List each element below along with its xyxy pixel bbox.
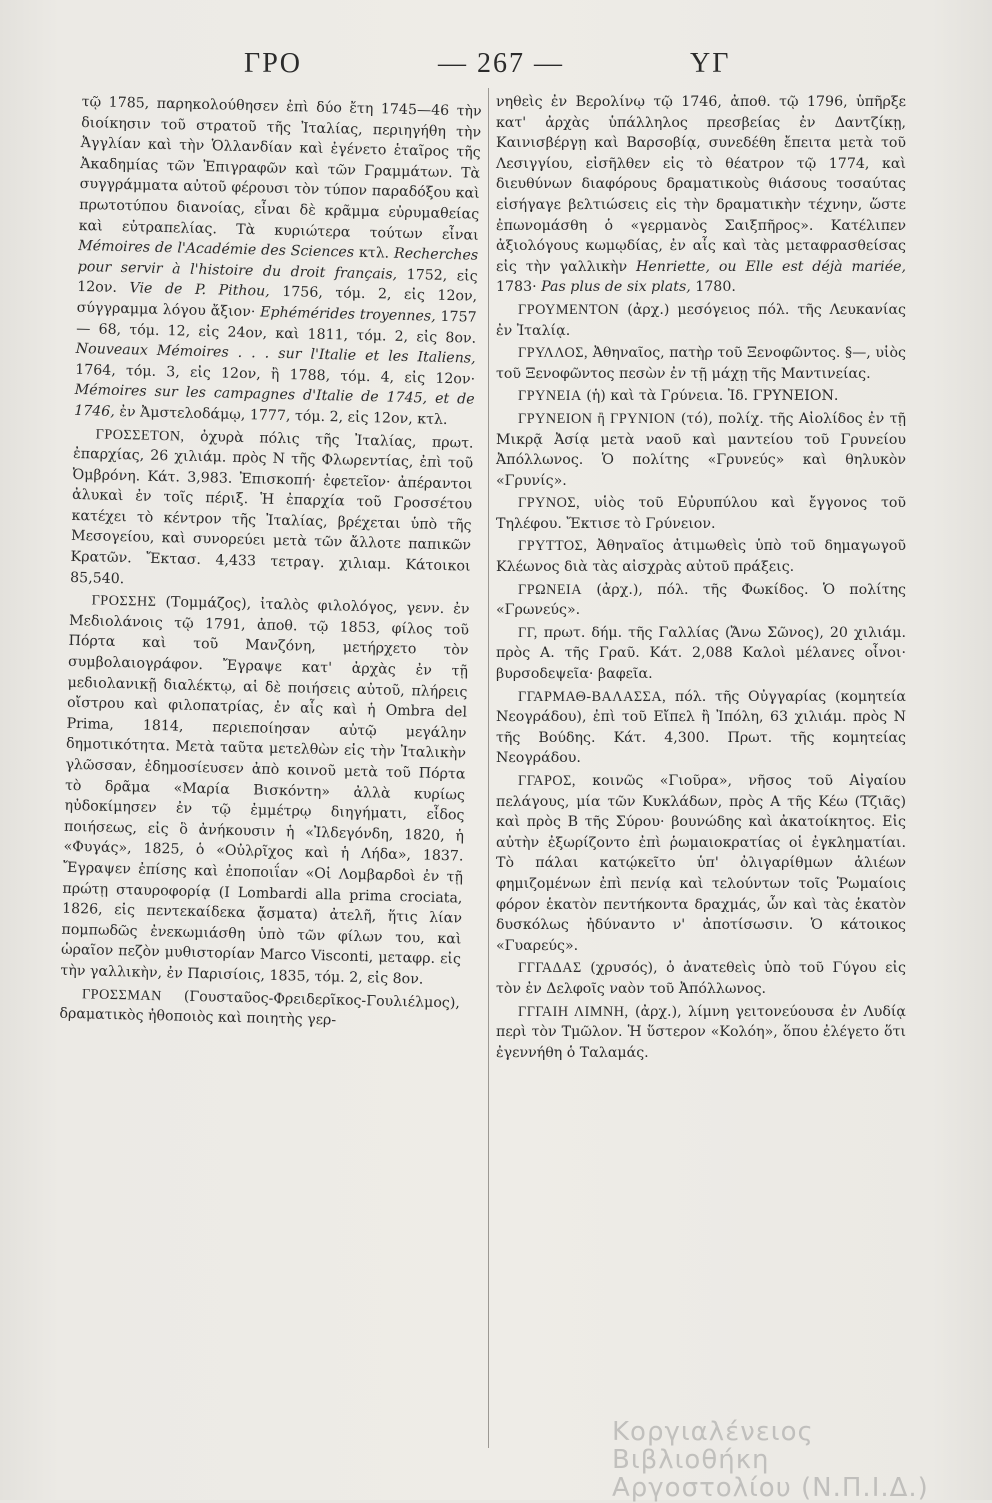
entry-text: Ἀθηναῖος ἀτιμωθεὶς ὑπὸ τοῦ δημαγωγοῦ Κλέωνος διὰ τὰς αἰσχρὰς αὐτοῦ πράξεις. <box>496 538 906 576</box>
entry-headword: ΓΡΟΣΣΗΣ <box>91 592 157 611</box>
entry-headword: ΓΡΥΝΟΣ, <box>518 495 581 512</box>
dictionary-entry <box>496 409 906 491</box>
entry-headword: ΓΓ, <box>518 624 538 641</box>
entry-text: (Τομμάζος), ἰταλὸς φιλολόγος, γενν. ἐν Μεδιολάνοις τῷ 1791, ἀποθ. τῷ 1853, φίλος τοῦ Πόρτα καὶ τοῦ Μανζόνη, μετήρχετο τὸν συμβολαιογράφον. Ἔγραψε κατ' ἀρχὰς ἐν τῇ μεδιολανικῇ διαλέκτῳ, αἱ δὲ ποιήσεις αὐτοῦ, πλήρεις οἴστρου καὶ φιλοπατρίας, ἐν αἷς καὶ ἡ Ombra del Prima, 1814, περιεποίησαν αὐτῷ μεγάλην δημοτικότητα. Μετὰ ταῦτα μετελθὼν εἰς τὴν Ἰταλικὴν γλῶσσαν, ἐδημοσίευσεν ἀπὸ κοινοῦ μετὰ τοῦ Πόρτα τὸ δρᾶμα «Μαρία Βισκόντη» ἀλλὰ κυρίως ηὐδοκίμησεν ἐν τῷ ἐμμέτρῳ διηγήματι, εἶδος ποιήσεως, εἰς ὃ ἀνήκουσιν ἡ «Ἰλδεγόνδη, 1820, ἡ «Φυγάς», 1825, ὁ «Οὐλρῖχος καὶ ἡ Λήδα», 1837. Ἔγραψεν ἐπίσης καὶ ἐποποιΐαν «Οἱ Λομβαρδοὶ ἐν τῇ πρώτῃ σταυροφορίᾳ (I Lombardi alla prima crociata, 1826, εἰς πεντεκαίδεκα ᾄσματα) ἀτελῆ, ἥτις λίαν πομπωδῶς ἐνεκωμιάσθη ὑπὸ τῶν φίλων του, καὶ ὡραῖον πεζὸν μυθιστορίαν Marco Visconti, μεταφρ. εἰς τὴν γαλλικὴν, ἐν Παρισίοις, 1835, τόμ. 2, εἰς 8ον. <box>60 594 470 988</box>
dictionary-entry <box>496 1002 906 1064</box>
entry-text: (ἀρχ.), λίμνη γειτονεύουσα ἐν Λυδίᾳ περὶ τὸν Τμῶλον. Ἡ ὕστερον «Κολόη», ὅπου ἐλέγετο ὅτι ἐγεννήθη ὁ Ταλαμάς. <box>496 1003 906 1061</box>
column-divider <box>488 88 489 1448</box>
entry-headword: ΓΓΓΑΙΗ ΛΙΜΝΗ, <box>518 1003 629 1020</box>
dictionary-entry <box>496 536 906 577</box>
dictionary-entry <box>59 983 460 1034</box>
entry-text: κοινῶς «Γιοῦρα», νῆσος τοῦ Αἰγαίου πελάγους, μία τῶν Κυκλάδων, πρὸς Α τῆς Κέω (Τζιᾶς) καὶ πρὸς Β τῆς Σύρου· βουνώδης καὶ ἀκατοίκητος. Εἰς αὐτὴν ἐξωρίζοντο ἐπὶ ῥωμαιοκρατίας οἱ ἐγκληματίαι. Τὸ πάλαι κατῴκεῖτο ὑπ' ὀλιγαρίθμων ἁλιέων φημιζομένων ἐπὶ πενίᾳ καὶ τελούντων τοῖς Ῥωμαίοις φόρον ἑκατὸν πεντήκοντα δραχμάς, ὧν καὶ τὰς ἑκατὸν δυσκόλως ἠδύναντο ν' ἀποτίσωσιν. Ὁ κάτοικος «Γυαρεύς». <box>496 773 906 954</box>
continued-entry <box>496 92 906 298</box>
entry-headword: ΓΡΥΛΛΟΣ, <box>518 345 589 362</box>
entry-text: νηθεὶς ἐν Βερολίνῳ τῷ 1746, ἀποθ. τῷ 1796, ὑπῆρξε κατ' ἀρχὰς ὑπάλληλος πρεσβείας ἐν Δαντζίκῃ, Καινισβέργῃ καὶ Βαρσοβίᾳ, συνεδέθη ἔπειτα μετὰ τοῦ Λεσιγγίου, εἰσῆλθεν εἰς τὸ θέατρον τῷ 1774, καὶ διευθύνων διαφόρους δραματικοὺς θιάσους τοσαύτας εἰσήγαγε βελτιώσεις εἰς τὴν δραματικὴν τέχνην, ὥστε ἐπωνομάσθη ὁ «γερμανὸς Σαιξπῆρος». Κατέλιπεν ἀξιολόγους κωμῳδίας, ἐν αἷς καὶ τὰς μεταφρασθείσας εἰς τὴν γαλλικὴν Henriette, ou Elle est déjà mariée, 1783· Pas plus de six plats, 1780. <box>496 94 907 296</box>
entry-text: (ἡ) καὶ τὰ Γρύνεια. Ἰδ. ΓΡΥΝΕΙΟΝ. <box>586 388 839 405</box>
entry-text: Ἀθηναῖος, πατὴρ τοῦ Ξενοφῶντος. §—, υἱὸς τοῦ Ξενοφῶντος πεσὼν ἐν τῇ μάχῃ τῆς Μαντινείας. <box>496 345 906 382</box>
entry-headword: ΓΡΥΝΕΙΑ <box>518 388 582 405</box>
dictionary-entry <box>496 771 906 956</box>
dictionary-entry <box>496 343 906 384</box>
entry-text: (ἀρχ.) μεσόγειος πόλ. τῆς Λευκανίας ἐν Ἰταλίᾳ. <box>496 301 907 339</box>
dictionary-entry <box>496 386 906 407</box>
entry-headword: ΓΡΩΝΕΙΑ <box>518 581 583 598</box>
entry-headword: ΓΓΓΑΔΑΣ <box>518 960 582 977</box>
continued-entry <box>74 92 482 431</box>
dictionary-entry <box>496 687 906 769</box>
library-watermark: Κοργιαλένειος Βιβλιοθήκη Αργοστολίου (Ν.Π.Ι.Δ.) <box>612 1417 929 1503</box>
header-right-guide-word: ΥΓ <box>690 48 731 79</box>
entry-headword: ΓΡΟΣΣΜΑΝ <box>81 985 163 1004</box>
entry-headword: ΓΓΑΡΟΣ, <box>518 773 576 789</box>
dictionary-entry <box>496 493 906 534</box>
entry-text: (χρυσός), ὁ ἀνατεθεὶς ὑπὸ τοῦ Γύγου εἰς τὸν ἐν Δελφοῖς ναὸν τοῦ Ἀπόλλωνος. <box>496 960 906 997</box>
entry-text: (τό), πολίχ. τῆς Αἰολίδος ἐν τῇ Μικρᾷ Ἀσίᾳ μετὰ ναοῦ καὶ μαντείου τοῦ Γρυνείου Ἀπόλλωνος. Ὁ πολίτης «Γρυνεύς» καὶ θηλυκὸν «Γρυνίς». <box>496 410 907 489</box>
entry-headword: ΓΡΥΝΕΙΟΝ ἢ ΓΡΥΝΙΟΝ <box>518 410 676 427</box>
right-column <box>496 92 906 1065</box>
dictionary-entry <box>496 958 906 999</box>
dictionary-entry <box>60 590 469 991</box>
entry-headword: ΓΓΑΡΜΑΘ-ΒΑΛΑΣΣΑ, <box>518 688 667 705</box>
entry-text: υἱὸς τοῦ Εὐρυπύλου καὶ ἔγγονος τοῦ Τηλέφου. Ἔκτισε τὸ Γρύνειον. <box>496 495 906 532</box>
entry-headword: ΓΡΥΤΤΟΣ, <box>518 538 588 555</box>
entry-text: πόλ. τῆς Οὐγγαρίας (κομητεία Νεογράδου), ἐπὶ τοῦ Εἴπελ ἢ Ἰπόλη, 63 χιλιάμ. πρὸς Ν τῆς Βούδης. Κάτ. 4,300. Πρωτ. τῆς κομητείας Νεογράδου. <box>496 688 906 767</box>
dictionary-entry <box>496 300 906 341</box>
dictionary-entry <box>496 623 906 685</box>
dictionary-entry <box>496 580 906 621</box>
page-number: — 267 — <box>438 48 564 79</box>
entry-headword: ΓΡΟΣΣΕΤΟΝ, <box>95 425 185 445</box>
entry-headword: ΓΡΟΥΜΕΝΤΟΝ <box>518 301 620 318</box>
entry-text: (ἀρχ.), πόλ. τῆς Φωκίδος. Ὁ πολίτης «Γρωνεύς». <box>496 581 906 619</box>
entry-text: ὀχυρὰ πόλις τῆς Ἰταλίας, πρωτ. ἐπαρχίας, 26 χιλιάμ. πρὸς Ν τῆς Φλωρεντίας, ἐπὶ τοῦ Ὀμβρόνη. Κάτ. 3,983. Ἐπισκοπή· ἐφετεῖον· ἀπέραντοι ἀλυκαὶ ἐν τοῖς πέριξ. Ἡ ἐπαρχία τοῦ Γροσσέτου κατέχει τὸ κέντρον τῆς Ἰταλίας, βρέχεται ὑπὸ τῆς Μεσογείου, καὶ συνορεύει μετὰ τῶν ἄλλοτε παπικῶν Κρατῶν. Ἔκτασ. 4,433 τετραγ. χιλιαμ. Κάτοικοι 85,540. <box>69 428 474 587</box>
left-column <box>59 92 482 1036</box>
page-header <box>60 48 940 88</box>
dictionary-entry <box>70 423 474 597</box>
entry-text: (Γουσταῦος-Φρειδερῖκος-Γουλιέλμος), δραματικὸς ἠθοποιὸς καὶ ποιητὴς γερ- <box>59 988 461 1029</box>
header-left-guide-word: ΓΡΟ <box>244 48 302 79</box>
entry-text: πρωτ. δήμ. τῆς Γαλλίας (Ἄνω Σῶνος), 20 χιλιάμ. πρὸς Α. τῆς Γραῦ. Κάτ. 2,088 Καλοὶ μέλανες οἶνοι· βυρσοδεψεῖα· βαφεῖα. <box>496 624 906 683</box>
entry-text: τῷ 1785, παρηκολούθησεν ἐπὶ δύο ἔτη 1745—46 τὴν διοίκησιν τοῦ στρατοῦ τῆς Ἰταλίας, περιηγήθη τὴν Ἀγγλίαν καὶ τὴν Ὁλλανδίαν καὶ ἐγένετο ἑταῖρος τῆς Ἀκαδημίας τῶν Ἐπιγραφῶν καὶ τῶν Γραμμάτων. Τὰ συγγράμματα αὐτοῦ φέρουσι τὸν τύπον παραδόξου καὶ πρωτοτύπου διανοίας, εἶναι δὲ κρᾶμμα εὐρυμαθείας καὶ εὐτραπελίας. Τὰ κυριώτερα τούτων εἶναι Mémoires de l'Académie des Sciences κτλ. Recherches pour servir à l'histoire du droit français, 1752, εἰς 12ον. Vie de P. Pithou, 1756, τόμ. 2, εἰς 12ον, σύγγραμμα λόγου ἄξιον· Ephémérides troyennes, 1757 — 68, τόμ. 12, εἰς 24ον, καὶ 1811, τόμ. 2, εἰς 8ον. Nouveaux Mémoires . . . sur l'Italie et les Italiens, 1764, τόμ. 3, εἰς 12ον, ἢ 1788, τόμ. 4, εἰς 12ον· Mémoires sur les campagnes d'Italie de 1745, et de 1746, ἐν Ἀμστελοδάμῳ, 1777, τόμ. 2, εἰς 12ον, κτλ. <box>74 93 482 428</box>
